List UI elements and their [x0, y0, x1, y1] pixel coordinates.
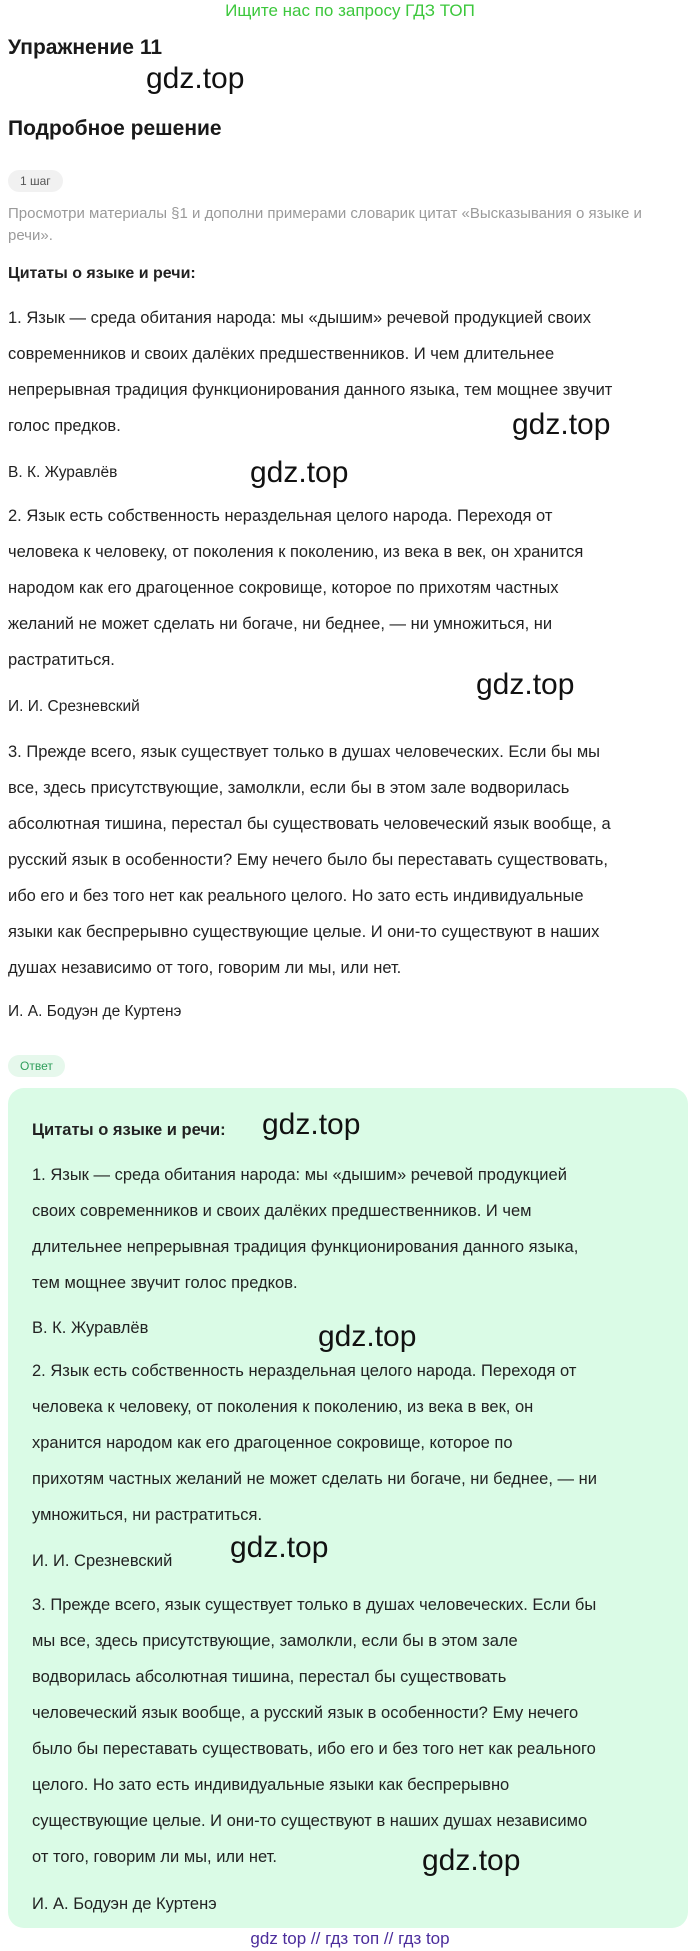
quote-line: растратиться.	[8, 651, 115, 669]
quote-line: своих современников и своих далёких предшественников. И чем	[32, 1202, 532, 1220]
quote-line: тем мощнее звучит голос предков.	[32, 1274, 298, 1292]
quote-author: В. К. Журавлёв	[32, 1319, 149, 1337]
quote-2	[8, 498, 690, 678]
quote-line: было бы переставать существовать, ибо его и без того нет как реального	[32, 1740, 596, 1758]
answer-badge: Ответ	[8, 1055, 65, 1077]
watermark: gdz.top	[262, 1108, 361, 1141]
answer-quote-1	[32, 1157, 672, 1301]
quote-line: 1. Язык — среда обитания народа: мы «дышим» речевой продукцией своих	[8, 309, 591, 327]
quote-author: И. И. Срезневский	[32, 1552, 173, 1570]
quote-line: 3. Прежде всего, язык существует только в душах человеческих. Если бы мы	[8, 743, 601, 761]
quote-line: душах независимо от того, говорим ли мы, или нет.	[8, 959, 402, 977]
top-banner[interactable]: Ищите нас по запросу ГДЗ ТОП	[225, 1, 475, 20]
quote-line: прихотям частных желаний не может сделать ни богаче, ни беднее, — ни	[32, 1470, 597, 1488]
quote-author: И. И. Срезневский	[8, 698, 140, 715]
watermark: gdz.top	[250, 456, 349, 489]
quote-line: народом как его драгоценное сокровище, которое по прихотям частных	[8, 579, 559, 597]
quote-3	[8, 734, 690, 986]
quote-line: абсолютная тишина, перестал бы существовать человеческий язык вообще, а	[8, 815, 611, 833]
step-badge: 1 шаг	[8, 170, 63, 192]
quote-line: человека к человеку, от поколения к поколению, из века в век, он	[32, 1398, 534, 1416]
quote-line: хранится народом как его драгоценное сокровище, которое по	[32, 1434, 513, 1452]
quote-line: длительнее непрерывная традиция функционирования данного языка,	[32, 1238, 579, 1256]
watermark: gdz.top	[146, 62, 245, 95]
quote-line: 3. Прежде всего, язык существует только в душах человеческих. Если бы	[32, 1596, 597, 1614]
quote-line: 2. Язык есть собственность нераздельная целого народа. Переходя от	[32, 1362, 577, 1380]
quotes-heading: Цитаты о языке и речи:	[8, 265, 196, 282]
quote-line: языки как беспрерывно существующие целые. И они-то существуют в наших	[8, 923, 600, 941]
quote-line: голос предков.	[8, 417, 121, 435]
answer-quote-2	[32, 1353, 672, 1533]
quote-line: от того, говорим ли мы, или нет.	[32, 1848, 277, 1866]
quote-line: 2. Язык есть собственность нераздельная целого народа. Переходя от	[8, 507, 553, 525]
quote-line: непрерывная традиция функционирования данного языка, тем мощнее звучит	[8, 381, 613, 399]
footer-links[interactable]: gdz top // гдз топ // гдз top	[250, 1929, 450, 1948]
watermark: gdz.top	[230, 1531, 329, 1564]
watermark: gdz.top	[318, 1320, 417, 1353]
quote-line: ибо его и без того нет как реального целого. Но зато есть индивидуальные	[8, 887, 584, 905]
quote-line: существующие целые. И они-то существуют в наших душах независимо	[32, 1812, 588, 1830]
quote-author: И. А. Бодуэн де Куртенэ	[32, 1895, 217, 1913]
quote-line: мы все, здесь присутствующие, замолкли, если бы в этом зале	[32, 1632, 518, 1650]
quote-author: В. К. Журавлёв	[8, 464, 118, 481]
watermark: gdz.top	[512, 408, 611, 441]
quote-line: человеческий язык вообще, а русский язык в особенности? Ему нечего	[32, 1704, 579, 1722]
quote-author: И. А. Бодуэн де Куртенэ	[8, 1003, 182, 1020]
quote-line: целого. Но зато есть индивидуальные языки как беспрерывно	[32, 1776, 510, 1794]
answer-quotes-heading: Цитаты о языке и речи:	[32, 1121, 226, 1139]
watermark: gdz.top	[476, 668, 575, 701]
quote-line: русский язык в особенности? Ему нечего было бы переставать существовать,	[8, 851, 608, 869]
page-title: Упражнение 11	[8, 36, 163, 59]
quote-line: современников и своих далёких предшественников. И чем длительнее	[8, 345, 555, 363]
watermark: gdz.top	[422, 1844, 521, 1877]
quote-line: 1. Язык — среда обитания народа: мы «дышим» речевой продукцией	[32, 1166, 567, 1184]
quote-line: все, здесь присутствующие, замолкли, если бы в этом зале водворилась	[8, 779, 570, 797]
quote-line: водворилась абсолютная тишина, перестал бы существовать	[32, 1668, 507, 1686]
quote-line: человека к человеку, от поколения к поколению, из века в век, он хранится	[8, 543, 584, 561]
quote-line: умножиться, ни растратиться.	[32, 1506, 263, 1524]
quote-line: желаний не может сделать ни богаче, ни беднее, — ни умножиться, ни	[8, 615, 553, 633]
task-text: Просмотри материалы §1 и дополни примерами словарик цитат «Высказывания о языке и речи».	[8, 205, 642, 244]
answer-quote-3	[32, 1587, 672, 1875]
section-title: Подробное решение	[8, 117, 222, 140]
